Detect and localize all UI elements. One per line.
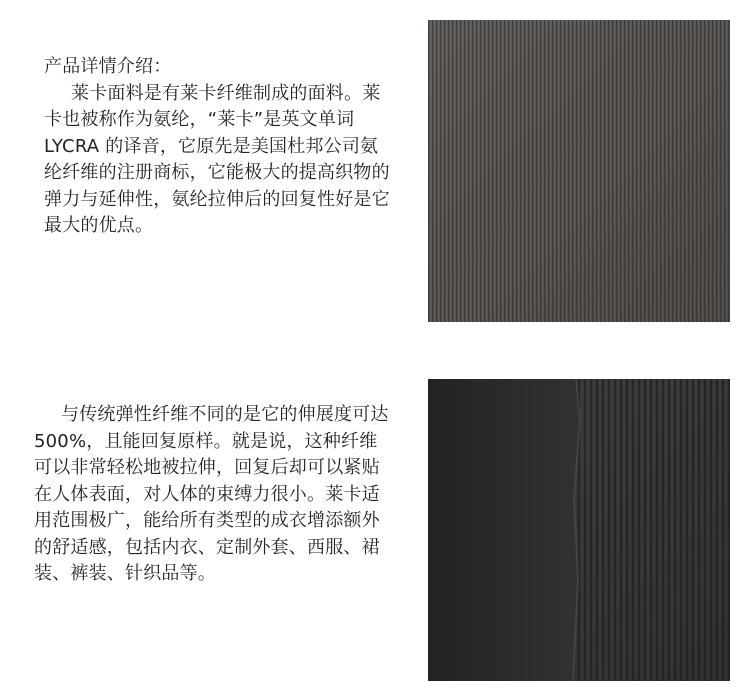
- folded-fabric-photo-icon: [428, 379, 730, 681]
- intro-text-block: [44, 54, 394, 240]
- folded-fabric-image: [428, 379, 730, 681]
- ribbed-fabric-photo-icon: [428, 20, 730, 322]
- stretch-text-block: [34, 402, 392, 588]
- intro-paragraph: 莱卡面料是有莱卡纤维制成的面料。莱卡也被称作为氨纶，“莱卡”是英文单词 LYCRA 的译音，它原先是美国杜邦公司氨纶纤维的注册商标，它能极大的提高织物的弹力与延伸性，氨纶拉伸后的回复性好是它最大的优点。: [44, 82, 390, 236]
- stretch-paragraph: 与传统弹性纤维不同的是它的伸展度可达500%，且能回复原样。就是说，这种纤维可以非常轻松地被拉伸，回复后却可以紧贴在人体表面，对人体的束缚力很小。莱卡适用范围极广，能给所有类型的成衣增添额外的舒适感，包括内衣、定制外套、西服、裙装、裤装、针织品等。: [34, 404, 389, 584]
- section-heading: 产品详情介绍：: [44, 56, 172, 77]
- ribbed-fabric-image: [428, 20, 730, 322]
